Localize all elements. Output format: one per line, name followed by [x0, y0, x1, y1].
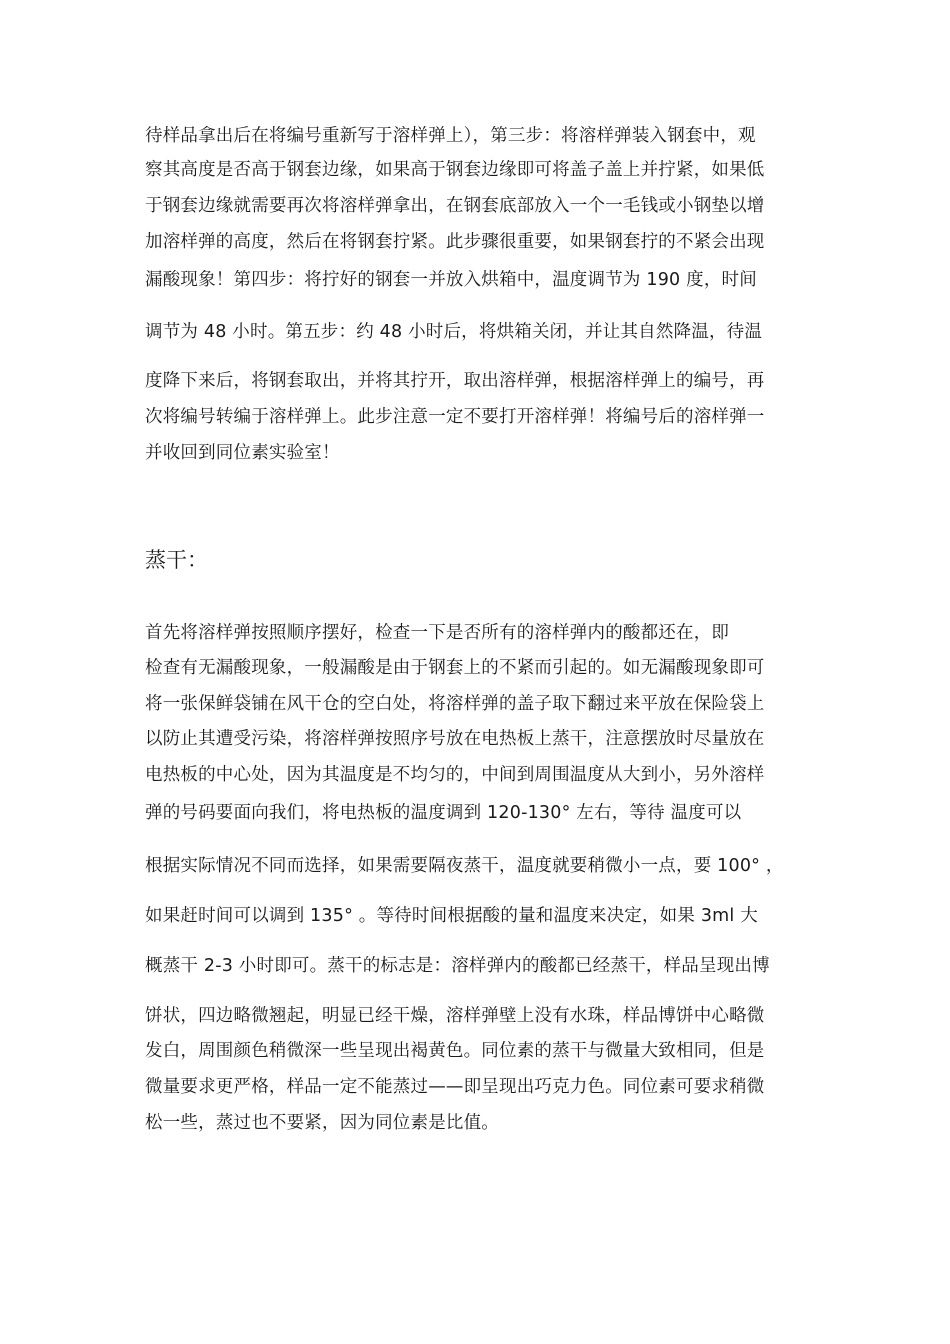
text-line: 漏酸现象！第四步：将拧好的钢套一并放入烘箱中，温度调节为 190 度，时间 — [145, 270, 757, 290]
text-line: 以防止其遭受污染，将溶样弹按照序号放在电热板上蒸干，注意摆放时尽量放在 — [145, 729, 765, 749]
text-line: 概蒸干 2-3 小时即可。蒸干的标志是：溶样弹内的酸都已经蒸干，样品呈现出博 — [145, 956, 770, 976]
text-line: 首先将溶样弹按照顺序摆好，检查一下是否所有的溶样弹内的酸都还在，即 — [145, 623, 730, 643]
text-line: 察其高度是否高于钢套边缘，如果高于钢套边缘即可将盖子盖上并拧紧，如果低 — [145, 160, 765, 180]
text-line: 待样品拿出后在将编号重新写于溶样弹上），第三步：将溶样弹装入钢套中，观 — [145, 126, 756, 146]
text-line: 加溶样弹的高度，然后在将钢套拧紧。此步骤很重要，如果钢套拧的不紧会出现 — [145, 232, 765, 252]
text-line: 发白，周围颜色稍微深一些呈现出褐黄色。同位素的蒸干与微量大致相同，但是 — [145, 1041, 765, 1061]
text-line: 并收回到同位素实验室！ — [145, 443, 340, 463]
text-line: 微量要求更严格，样品一定不能蒸过——即呈现出巧克力色。同位素可要求稍微 — [145, 1077, 765, 1097]
text-line: 如果赶时间可以调到 135° 。等待时间根据酸的量和温度来决定，如果 3ml 大 — [145, 906, 758, 926]
section-heading: 蒸干： — [145, 548, 208, 572]
text-line: 电热板的中心处，因为其温度是不均匀的，中间到周围温度从大到小，另外溶样 — [145, 765, 765, 785]
text-line: 弹的号码要面向我们，将电热板的温度调到 120-130° 左右，等待 温度可以 — [145, 803, 742, 823]
text-line: 次将编号转编于溶样弹上。此步注意一定不要打开溶样弹！将编号后的溶样弹一 — [145, 407, 765, 427]
text-line: 于钢套边缘就需要再次将溶样弹拿出，在钢套底部放入一个一毛钱或小钢垫以增 — [145, 196, 765, 216]
text-line: 调节为 48 小时。第五步：约 48 小时后，将烘箱关闭，并让其自然降温，待温 — [145, 322, 763, 342]
text-line: 根据实际情况不同而选择，如果需要隔夜蒸干，温度就要稍微小一点，要 100° ， — [145, 856, 784, 876]
text-line: 度降下来后，将钢套取出，并将其拧开，取出溶样弹，根据溶样弹上的编号，再 — [145, 371, 765, 391]
text-line: 饼状，四边略微翘起，明显已经干燥，溶样弹壁上没有水珠，样品博饼中心略微 — [145, 1006, 765, 1026]
text-line: 将一张保鲜袋铺在风干仓的空白处，将溶样弹的盖子取下翻过来平放在保险袋上 — [145, 694, 765, 714]
text-line: 检查有无漏酸现象，一般漏酸是由于钢套上的不紧而引起的。如无漏酸现象即可 — [145, 658, 765, 678]
text-line: 松一些，蒸过也不要紧，因为同位素是比值。 — [145, 1113, 499, 1133]
